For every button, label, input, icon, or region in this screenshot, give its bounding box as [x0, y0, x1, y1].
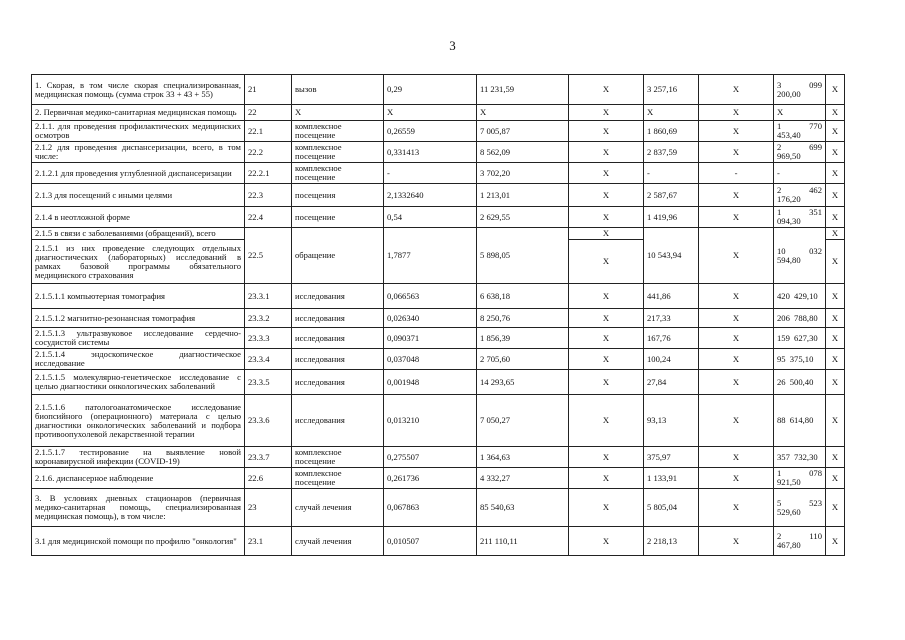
table-row — [32, 163, 845, 184]
table-cell-col-4: 1,7877 — [384, 228, 477, 284]
table-cell-col-1: 2.1.5.1.3 ультразвуковое исследование сердечно-сосудистой системы — [32, 328, 245, 349]
table-row — [32, 447, 845, 468]
table-cell-col-6: X — [569, 75, 644, 105]
table-cell-col-8: X — [699, 447, 774, 468]
table-cell-col-2: 22.4 — [245, 207, 292, 228]
table-cell-col-4: 0,037048 — [384, 349, 477, 370]
table-cell-col-9: 5 523 529,60 — [774, 489, 826, 527]
table-row — [32, 121, 845, 142]
table-cell-col-8: X — [699, 121, 774, 142]
table-cell-col-5: 2 705,60 — [477, 349, 569, 370]
table-cell-col-5: 7 050,27 — [477, 395, 569, 447]
table-cell-col-7: 1 419,96 — [644, 207, 699, 228]
table-cell-col-10: X — [826, 489, 845, 527]
table-cell-col-8: X — [699, 75, 774, 105]
table-cell-col-7: 375,97 — [644, 447, 699, 468]
table-cell-col-3: случай лечения — [292, 527, 384, 556]
table-cell-col-6: X — [569, 228, 644, 240]
table-cell-col-5: 8 250,76 — [477, 309, 569, 328]
table-cell-col-8: X — [699, 489, 774, 527]
table-cell-col-2: 22.5 — [245, 228, 292, 284]
table-cell-col-2: 23.3.6 — [245, 395, 292, 447]
table-cell-col-4: 0,090371 — [384, 328, 477, 349]
table-cell-col-5: 6 638,18 — [477, 284, 569, 309]
table-cell-col-4: 0,331413 — [384, 142, 477, 163]
table-row — [32, 527, 845, 556]
table-row — [32, 395, 845, 447]
table-cell-col-6: X — [569, 142, 644, 163]
table-cell-col-10: X — [826, 75, 845, 105]
table-cell-col-1: 1. Скорая, в том числе скорая специализированная, медицинская помощь (сумма строк 33 + 43 + 55) — [32, 75, 245, 105]
table-cell-col-10: X — [826, 163, 845, 184]
table-cell-col-9: 159 627,30 — [774, 328, 826, 349]
table-row — [32, 309, 845, 328]
table-row — [32, 349, 845, 370]
table-row — [32, 489, 845, 527]
table-cell-col-1: 2.1.5.1.4 эндоскопическое диагностическое исследование — [32, 349, 245, 370]
table-row — [32, 468, 845, 489]
table-cell-col-2: 23 — [245, 489, 292, 527]
table-row — [32, 207, 845, 228]
table-cell-col-9: 357 732,30 — [774, 447, 826, 468]
table-cell-col-9: 420 429,10 — [774, 284, 826, 309]
table-cell-col-3: исследования — [292, 349, 384, 370]
table-cell-col-3: комплексное посещение — [292, 121, 384, 142]
table-cell-col-3: комплексное посещение — [292, 142, 384, 163]
table-cell-col-4: 0,001948 — [384, 370, 477, 395]
table-cell-col-8: X — [699, 228, 774, 284]
table-row — [32, 370, 845, 395]
table-row — [32, 184, 845, 207]
table-cell-col-4: 2,1332640 — [384, 184, 477, 207]
table-cell-col-3: X — [292, 105, 384, 121]
table-cell-col-3: комплексное посещение — [292, 163, 384, 184]
table-cell-col-9: 10 032 594,80 — [774, 228, 826, 284]
table-cell-col-5: X — [477, 105, 569, 121]
table-cell-col-8: X — [699, 328, 774, 349]
table-cell-col-6: X — [569, 105, 644, 121]
table-cell-col-8: - — [699, 163, 774, 184]
table-cell-col-10: X — [826, 105, 845, 121]
table-cell-col-1: 2.1.5 в связи с заболеваниями (обращений), всего — [32, 228, 245, 240]
table-cell-col-9: 88 614,80 — [774, 395, 826, 447]
medical-care-table — [31, 74, 845, 556]
table-cell-col-2: 22.6 — [245, 468, 292, 489]
table-cell-col-7: X — [644, 105, 699, 121]
table-cell-col-1: 2.1.5.1.7 тестирование на выявление новой коронавирусной инфекции (COVID-19) — [32, 447, 245, 468]
table-cell-col-8: X — [699, 184, 774, 207]
table-cell-col-5: 5 898,05 — [477, 228, 569, 284]
table-cell-col-4: 0,067863 — [384, 489, 477, 527]
table-cell-col-4: 0,013210 — [384, 395, 477, 447]
table-cell-col-2: 23.3.4 — [245, 349, 292, 370]
table-cell-col-6: X — [569, 489, 644, 527]
table-cell-col-6: X — [569, 370, 644, 395]
table-cell-col-9: 2 462 176,20 — [774, 184, 826, 207]
table-cell-col-9: 206 788,80 — [774, 309, 826, 328]
table-cell-col-2: 22 — [245, 105, 292, 121]
table-cell-col-1: 2. Первичная медико-санитарная медицинская помощь — [32, 105, 245, 121]
table-cell-col-9: 1 770 453,40 — [774, 121, 826, 142]
table-cell-col-6: X — [569, 468, 644, 489]
table-cell-col-3: исследования — [292, 284, 384, 309]
table-cell-col-10: X — [826, 468, 845, 489]
table-cell-col-7: 2 837,59 — [644, 142, 699, 163]
table-cell-col-5: 3 702,20 — [477, 163, 569, 184]
table-cell-col-6: X — [569, 121, 644, 142]
table-cell-col-7: 27,84 — [644, 370, 699, 395]
table-row — [32, 284, 845, 309]
table-cell-col-9: 26 500,40 — [774, 370, 826, 395]
table-cell-col-1: 2.1.4 в неотложной форме — [32, 207, 245, 228]
table-cell-col-2: 21 — [245, 75, 292, 105]
table-cell-col-3: посещения — [292, 184, 384, 207]
table-cell-col-7: 217,33 — [644, 309, 699, 328]
table-cell-col-6: X — [569, 527, 644, 556]
table-cell-col-1: 2.1.5.1.1 компьютерная томография — [32, 284, 245, 309]
table-cell-col-6: X — [569, 309, 644, 328]
table-cell-col-9: 95 375,10 — [774, 349, 826, 370]
table-cell-col-9: X — [774, 105, 826, 121]
table-cell-col-7: - — [644, 163, 699, 184]
table-cell-col-9: - — [774, 163, 826, 184]
table-cell-col-4: 0,275507 — [384, 447, 477, 468]
table-cell-col-2: 22.3 — [245, 184, 292, 207]
table-cell-col-1: 2.1.6. диспансерное наблюдение — [32, 468, 245, 489]
table-cell-col-4: - — [384, 163, 477, 184]
table-cell-col-10: X — [826, 240, 845, 284]
table-cell-col-8: X — [699, 527, 774, 556]
table-cell-col-9: 2 110 467,80 — [774, 527, 826, 556]
table-cell-col-6: X — [569, 328, 644, 349]
table-cell-col-9: 2 699 969,50 — [774, 142, 826, 163]
table-cell-col-6: X — [569, 240, 644, 284]
table-cell-col-2: 23.3.2 — [245, 309, 292, 328]
table-row — [32, 75, 845, 105]
table-cell-col-5: 4 332,27 — [477, 468, 569, 489]
table-cell-col-10: X — [826, 395, 845, 447]
table-cell-col-2: 22.2 — [245, 142, 292, 163]
table-cell-col-6: X — [569, 284, 644, 309]
table-cell-col-7: 10 543,94 — [644, 228, 699, 284]
table-cell-col-10: X — [826, 121, 845, 142]
table-cell-col-8: X — [699, 468, 774, 489]
table-row — [32, 228, 845, 240]
table-cell-col-5: 11 231,59 — [477, 75, 569, 105]
table-cell-col-7: 167,76 — [644, 328, 699, 349]
table-cell-col-5: 7 005,87 — [477, 121, 569, 142]
table-cell-col-2: 23.3.1 — [245, 284, 292, 309]
table-cell-col-2: 23.3.7 — [245, 447, 292, 468]
table-cell-col-2: 23.3.5 — [245, 370, 292, 395]
table-cell-col-3: исследования — [292, 328, 384, 349]
table-cell-col-1: 2.1.5.1.2 магнитно-резонансная томография — [32, 309, 245, 328]
table-cell-col-10: X — [826, 349, 845, 370]
table-cell-col-7: 100,24 — [644, 349, 699, 370]
table-cell-col-6: X — [569, 447, 644, 468]
table-cell-col-10: X — [826, 142, 845, 163]
table-cell-col-8: X — [699, 105, 774, 121]
table-cell-col-3: исследования — [292, 370, 384, 395]
table-cell-col-7: 1 133,91 — [644, 468, 699, 489]
table-cell-col-10: X — [826, 328, 845, 349]
table-cell-col-2: 23.3.3 — [245, 328, 292, 349]
table-cell-col-4: 0,010507 — [384, 527, 477, 556]
table-row — [32, 142, 845, 163]
table-cell-col-8: X — [699, 309, 774, 328]
table-cell-col-5: 211 110,11 — [477, 527, 569, 556]
table-cell-col-2: 23.1 — [245, 527, 292, 556]
table-cell-col-10: X — [826, 228, 845, 240]
table-cell-col-4: X — [384, 105, 477, 121]
table-cell-col-8: X — [699, 284, 774, 309]
table-cell-col-1: 2.1.5.1.5 молекулярно-генетическое исследование с целью диагностики онкологических заболеваний — [32, 370, 245, 395]
table-cell-col-7: 1 860,69 — [644, 121, 699, 142]
table-cell-col-5: 1 856,39 — [477, 328, 569, 349]
table-cell-col-1: 3.1 для медицинской помощи по профилю "онкология" — [32, 527, 245, 556]
table-cell-col-4: 0,261736 — [384, 468, 477, 489]
table-row — [32, 105, 845, 121]
table-cell-col-9: 1 078 921,50 — [774, 468, 826, 489]
table-cell-col-6: X — [569, 184, 644, 207]
table-cell-col-9: 3 099 200,00 — [774, 75, 826, 105]
table-cell-col-7: 441,86 — [644, 284, 699, 309]
table-cell-col-8: X — [699, 370, 774, 395]
table-cell-col-7: 2 218,13 — [644, 527, 699, 556]
table-cell-col-6: X — [569, 207, 644, 228]
table-cell-col-3: исследования — [292, 309, 384, 328]
table-cell-col-2: 22.1 — [245, 121, 292, 142]
table-cell-col-3: комплексное посещение — [292, 447, 384, 468]
table-cell-col-3: случай лечения — [292, 489, 384, 527]
table-cell-col-8: X — [699, 395, 774, 447]
table-cell-col-8: X — [699, 207, 774, 228]
page-number: 3 — [449, 38, 456, 53]
table-cell-col-10: X — [826, 447, 845, 468]
table-cell-col-5: 8 562,09 — [477, 142, 569, 163]
table-cell-col-1: 2.1.2 для проведения диспансеризации, всего, в том числе: — [32, 142, 245, 163]
table-cell-col-5: 2 629,55 — [477, 207, 569, 228]
table-cell-col-4: 0,066563 — [384, 284, 477, 309]
table-cell-col-6: X — [569, 395, 644, 447]
table-cell-col-8: X — [699, 349, 774, 370]
table-cell-col-8: X — [699, 142, 774, 163]
table-cell-col-1: 2.1.3 для посещений с иными целями — [32, 184, 245, 207]
table-cell-col-4: 0,54 — [384, 207, 477, 228]
table-cell-col-1: 2.1.1. для проведения профилактических медицинских осмотров — [32, 121, 245, 142]
table-cell-col-3: исследования — [292, 395, 384, 447]
table-row — [32, 328, 845, 349]
table-cell-col-9: 1 351 094,30 — [774, 207, 826, 228]
table-cell-col-7: 2 587,67 — [644, 184, 699, 207]
table-cell-col-6: X — [569, 349, 644, 370]
table-cell-col-10: X — [826, 527, 845, 556]
table-cell-col-10: X — [826, 284, 845, 309]
table-cell-col-10: X — [826, 309, 845, 328]
table-cell-col-1: 2.1.5.1.6 патологоанатомическое исследование биопсийного (операционного) материала с целью диагностики онкологических заболеваний и подбора противоопухолевой лекарственной терапии — [32, 395, 245, 447]
table-cell-col-5: 85 540,63 — [477, 489, 569, 527]
table-cell-col-1: 2.1.5.1 из них проведение следующих отдельных диагностических (лабораторных) исследований в рамках базовой программы обязательного медицинского страхования — [32, 240, 245, 284]
table-cell-col-7: 3 257,16 — [644, 75, 699, 105]
table-cell-col-10: X — [826, 184, 845, 207]
table-cell-col-5: 1 213,01 — [477, 184, 569, 207]
table-cell-col-3: комплексное посещение — [292, 468, 384, 489]
table-cell-col-7: 93,13 — [644, 395, 699, 447]
table-cell-col-5: 1 364,63 — [477, 447, 569, 468]
table-cell-col-4: 0,29 — [384, 75, 477, 105]
table-cell-col-3: посещение — [292, 207, 384, 228]
table-cell-col-10: X — [826, 207, 845, 228]
table-cell-col-3: обращение — [292, 228, 384, 284]
table-cell-col-10: X — [826, 370, 845, 395]
table-cell-col-1: 3. В условиях дневных стационаров (первичная медико-санитарная помощь, специализированная медицинская помощь), в том числе: — [32, 489, 245, 527]
table-cell-col-6: X — [569, 163, 644, 184]
table-cell-col-4: 0,026340 — [384, 309, 477, 328]
table-cell-col-2: 22.2.1 — [245, 163, 292, 184]
table-cell-col-1: 2.1.2.1 для проведения углубленной диспансеризации — [32, 163, 245, 184]
table-cell-col-3: вызов — [292, 75, 384, 105]
table-cell-col-5: 14 293,65 — [477, 370, 569, 395]
table-cell-col-7: 5 805,04 — [644, 489, 699, 527]
table-cell-col-4: 0,26559 — [384, 121, 477, 142]
